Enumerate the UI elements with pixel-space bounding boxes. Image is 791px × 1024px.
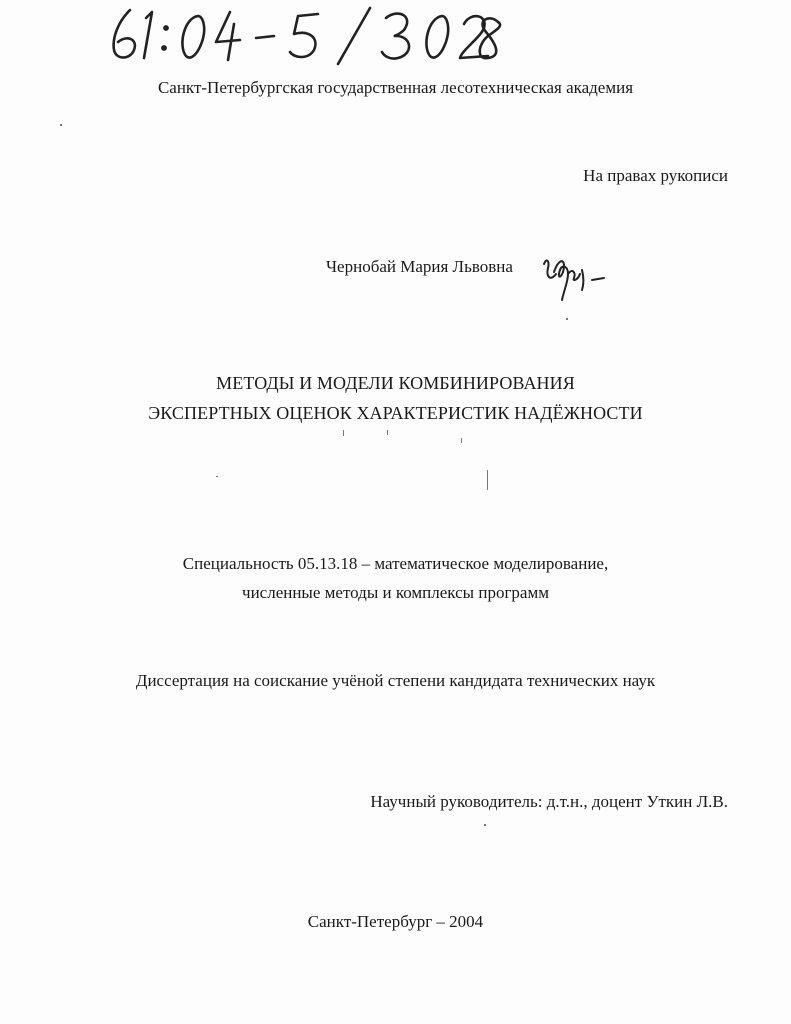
handwritten-archive-code: [108, 4, 508, 66]
thesis-title-line-1: МЕТОДЫ И МОДЕЛИ КОМБИНИРОВАНИЯ: [216, 373, 575, 393]
scan-speck: [566, 318, 568, 320]
degree-statement: Диссертация на соискание учёной степени кандидата технических наук: [135, 671, 656, 690]
scientific-supervisor: Научный руководитель: д.т.н., доцент Уткин Л.В.: [370, 792, 728, 811]
scan-speck: [487, 470, 488, 490]
scan-speck: [387, 430, 388, 435]
scan-speck: [216, 476, 218, 477]
manuscript-rights-note: На правах рукописи: [583, 166, 728, 185]
author-name: Чернобай Мария Львовна: [326, 257, 513, 276]
specialty-line-1: Специальность 05.13.18 – математическое моделирование,: [182, 554, 609, 573]
institution-name: Санкт-Петербургская государственная лесотехническая академия: [157, 78, 634, 97]
author-signature: [538, 250, 608, 306]
scan-speck: [461, 438, 462, 443]
thesis-title-line-2: ЭКСПЕРТНЫХ ОЦЕНОК ХАРАКТЕРИСТИК НАДЁЖНОСТИ: [148, 403, 643, 423]
scan-speck: [60, 124, 62, 126]
scan-speck: [343, 430, 344, 436]
city-and-year: Санкт-Петербург – 2004: [307, 912, 484, 931]
scan-speck: [484, 824, 486, 826]
specialty-line-2: численные методы и комплексы программ: [242, 583, 549, 602]
